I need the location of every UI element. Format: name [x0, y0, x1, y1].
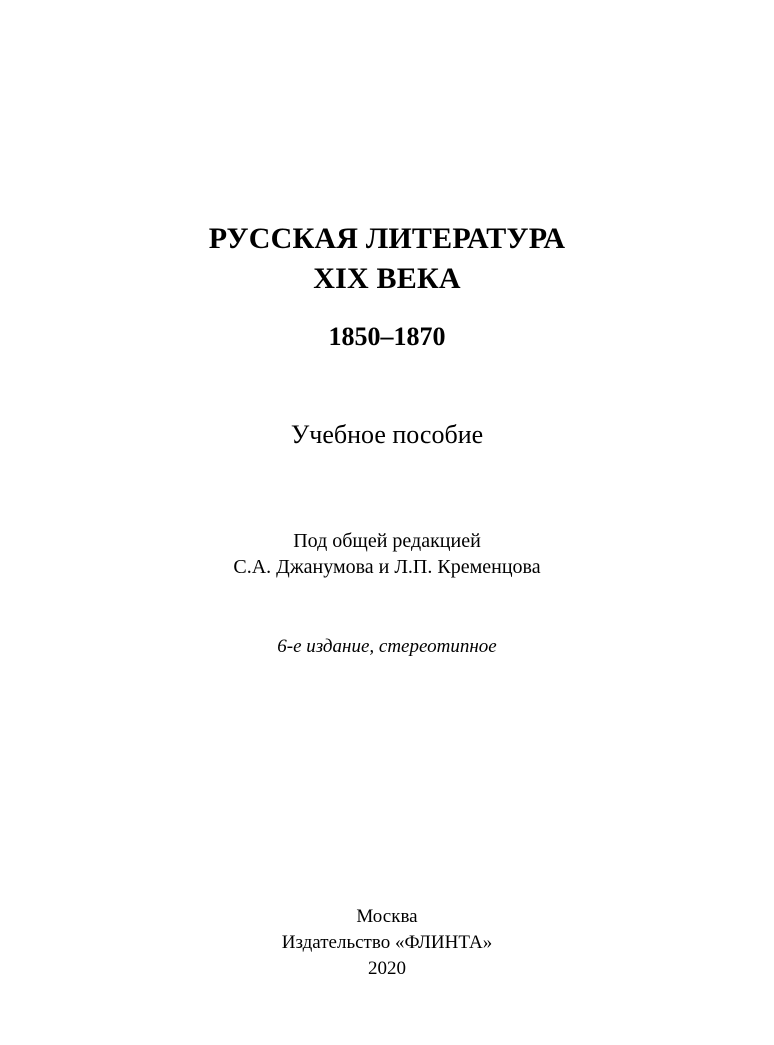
book-title-line-2: XIX ВЕКА: [313, 262, 461, 295]
edition-note: 6-е издание, стереотипное: [277, 636, 497, 657]
editors-intro: Под общей редакцией: [293, 530, 481, 552]
editors-names: С.А. Джанумова и Л.П. Кременцова: [233, 556, 541, 578]
publisher-name: Издательство «ФЛИНТА»: [281, 932, 493, 953]
publication-year: 2020: [368, 958, 406, 979]
book-subtitle: Учебное пособие: [290, 420, 484, 449]
publication-city: Москва: [356, 906, 418, 927]
book-title-line-1: РУССКАЯ ЛИТЕРАТУРА: [208, 222, 566, 255]
years-range: 1850–1870: [328, 322, 446, 351]
